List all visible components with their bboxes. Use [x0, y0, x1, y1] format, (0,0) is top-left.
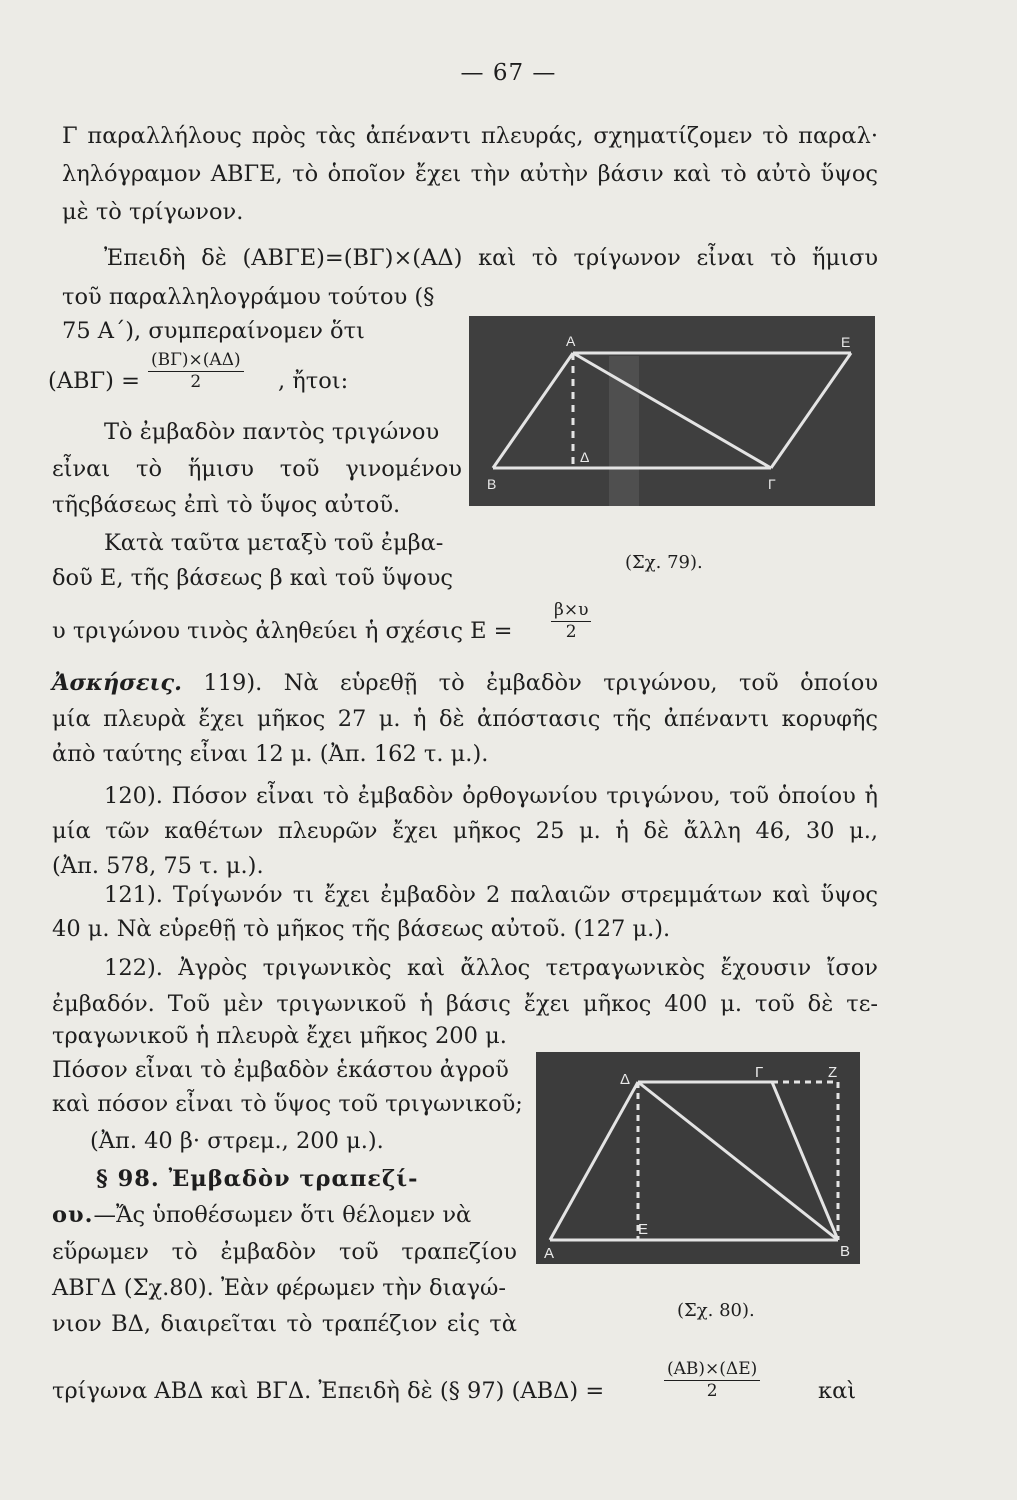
fraction-area	[551, 602, 591, 641]
text-line: μία τῶν καθέτων πλευρῶν ἔχει μῆκος 25 μ. ἡ δὲ ἄλλη 46, 30 μ.,	[52, 818, 878, 844]
formula-lhs: (ΑΒΓ) =	[48, 368, 140, 394]
text-line: μὲ τὸ τρίγωνον.	[62, 199, 244, 225]
text-line	[52, 672, 878, 695]
fraction-denominator: 2	[706, 1381, 718, 1401]
text-line: μία πλευρὰ ἔχει μῆκος 27 μ. ἡ δὲ ἀπόστασις τῆς ἀπέναντι κορυφῆς	[52, 706, 878, 732]
exercises-heading: Ἀσκήσεις.	[52, 670, 182, 696]
fraction-denominator: 2	[565, 622, 577, 642]
figure-80-caption: (Σχ. 80).	[677, 1300, 755, 1321]
text-line: (Ἀπ. 578, 75 τ. μ.).	[52, 853, 264, 879]
label-e: Ε	[638, 1221, 649, 1238]
text-line: (Ἀπ. 40 β· στρεμ., 200 μ.).	[90, 1128, 384, 1154]
text-line: , ἤτοι:	[278, 368, 349, 394]
label-d: Δ	[620, 1071, 631, 1088]
text-line: καὶ	[818, 1378, 857, 1404]
label-z: Ζ	[828, 1064, 838, 1081]
label-a: Α	[544, 1245, 555, 1262]
text-line: υ τριγώνου τινὸς ἀληθεύει ἡ σχέσις Ε =	[52, 618, 513, 644]
figure-79-drawing	[469, 316, 875, 506]
label-a: Α	[566, 333, 576, 349]
text-line: ληλόγραμον ΑΒΓΕ, τὸ ὁποῖον ἔχει τὴν αὐτὴν βάσιν καὶ τὸ αὐτὸ ὕψος	[62, 161, 878, 187]
text-line: 40 μ. Νὰ εὑρεθῇ τὸ μῆκος τῆς βάσεως αὐτοῦ. (127 μ.).	[52, 916, 671, 942]
text-line: δοῦ Ε, τῆς βάσεως β καὶ τοῦ ὕψους	[52, 565, 454, 591]
text-line: Γ παραλλήλους πρὸς τὰς ἀπέναντι πλευράς, σχηματίζομεν τὸ παραλ·	[62, 123, 878, 149]
figure-79-caption: (Σχ. 79).	[625, 552, 703, 573]
text-line: καὶ πόσον εἶναι τὸ ὕψος τοῦ τριγωνικοῦ;	[52, 1091, 523, 1117]
figure-79	[469, 316, 875, 506]
fraction-numerator: β×υ	[551, 602, 591, 622]
label-g: Γ	[768, 476, 776, 492]
label-b: Β	[840, 1243, 851, 1260]
text-line: 120). Πόσον εἶναι τὸ ἐμβαδὸν ὀρθογωνίου τριγώνου, τοῦ ὁποίου ἡ	[104, 783, 878, 809]
fraction-numerator: (ΒΓ)×(ΑΔ)	[148, 352, 244, 372]
text-span: 119). Νὰ εὑρεθῇ τὸ ἐμβαδὸν τριγώνου, τοῦ ὁποίου	[181, 670, 878, 696]
label-b: Β	[487, 476, 497, 492]
text-line: τῆςβάσεως ἐπὶ τὸ ὕψος αὐτοῦ.	[52, 492, 401, 518]
text-line: 121). Τρίγωνόν τι ἔχει ἐμβαδὸν 2 παλαιῶν στρεμμάτων καὶ ὕψος	[104, 882, 878, 908]
text-line: 122). Ἀγρὸς τριγωνικὸς καὶ ἄλλος τετραγωνικὸς ἔχουσιν ἴσον	[104, 955, 878, 981]
text-line: 75 Α΄), συμπεραίνομεν ὅτι	[62, 318, 365, 344]
text-line: νιον ΒΔ, διαιρεῖται τὸ τραπέζιον εἰς τὰ	[52, 1311, 517, 1337]
text-line: ἐμβαδόν. Τοῦ μὲν τριγωνικοῦ ἡ βάσις ἔχει μῆκος 400 μ. τοῦ δὲ τε-	[52, 991, 878, 1017]
text-line: εὕρωμεν τὸ ἐμβαδὸν τοῦ τραπεζίου	[52, 1239, 517, 1265]
figure-80-drawing	[536, 1052, 860, 1264]
text-line: Ἐπειδὴ δὲ (ΑΒΓΕ)=(ΒΓ)×(ΑΔ) καὶ τὸ τρίγωνον εἶναι τὸ ἥμισυ	[104, 245, 878, 271]
page-number: — 67 —	[460, 60, 557, 86]
text-span: —Ἄς ὑποθέσωμεν ὅτι θέλομεν νὰ	[93, 1202, 472, 1228]
text-line: Τὸ ἐμβαδὸν παντὸς τριγώνου	[104, 419, 440, 445]
label-d: Δ	[580, 449, 590, 465]
text-line: Πόσον εἶναι τὸ ἐμβαδὸν ἑκάστου ἀγροῦ	[52, 1057, 509, 1083]
figure-80	[536, 1052, 860, 1264]
section-heading: § 98. Ἐμβαδὸν τραπεζί-	[96, 1166, 419, 1192]
fraction-abd	[664, 1361, 760, 1400]
text-line: Κατὰ ταῦτα μεταξὺ τοῦ ἐμβα-	[104, 530, 444, 556]
label-e: Ε	[841, 334, 851, 350]
label-g: Γ	[755, 1064, 764, 1081]
text-line: τραγωνικοῦ ἡ πλευρὰ ἔχει μῆκος 200 μ.	[52, 1023, 507, 1049]
section-heading-end: ου.	[52, 1202, 94, 1228]
text-line: εἶναι τὸ ἥμισυ τοῦ γινομένου	[52, 456, 462, 482]
text-line: ἀπὸ ταύτης εἶναι 12 μ. (Ἀπ. 162 τ. μ.).	[52, 741, 489, 767]
text-line	[52, 1204, 471, 1227]
text-line: τρίγωνα ΑΒΔ καὶ ΒΓΔ. Ἐπειδὴ δὲ (§ 97) (ΑΒΔ) =	[52, 1378, 605, 1404]
fraction-denominator: 2	[190, 372, 202, 392]
fraction-abg	[148, 352, 244, 391]
text-line: ΑΒΓΔ (Σχ.80). Ἐὰν φέρωμεν τὴν διαγώ-	[52, 1275, 507, 1301]
text-line: τοῦ παραλληλογράμου τούτου (§	[62, 284, 435, 310]
fraction-numerator: (ΑΒ)×(ΔΕ)	[664, 1361, 760, 1381]
